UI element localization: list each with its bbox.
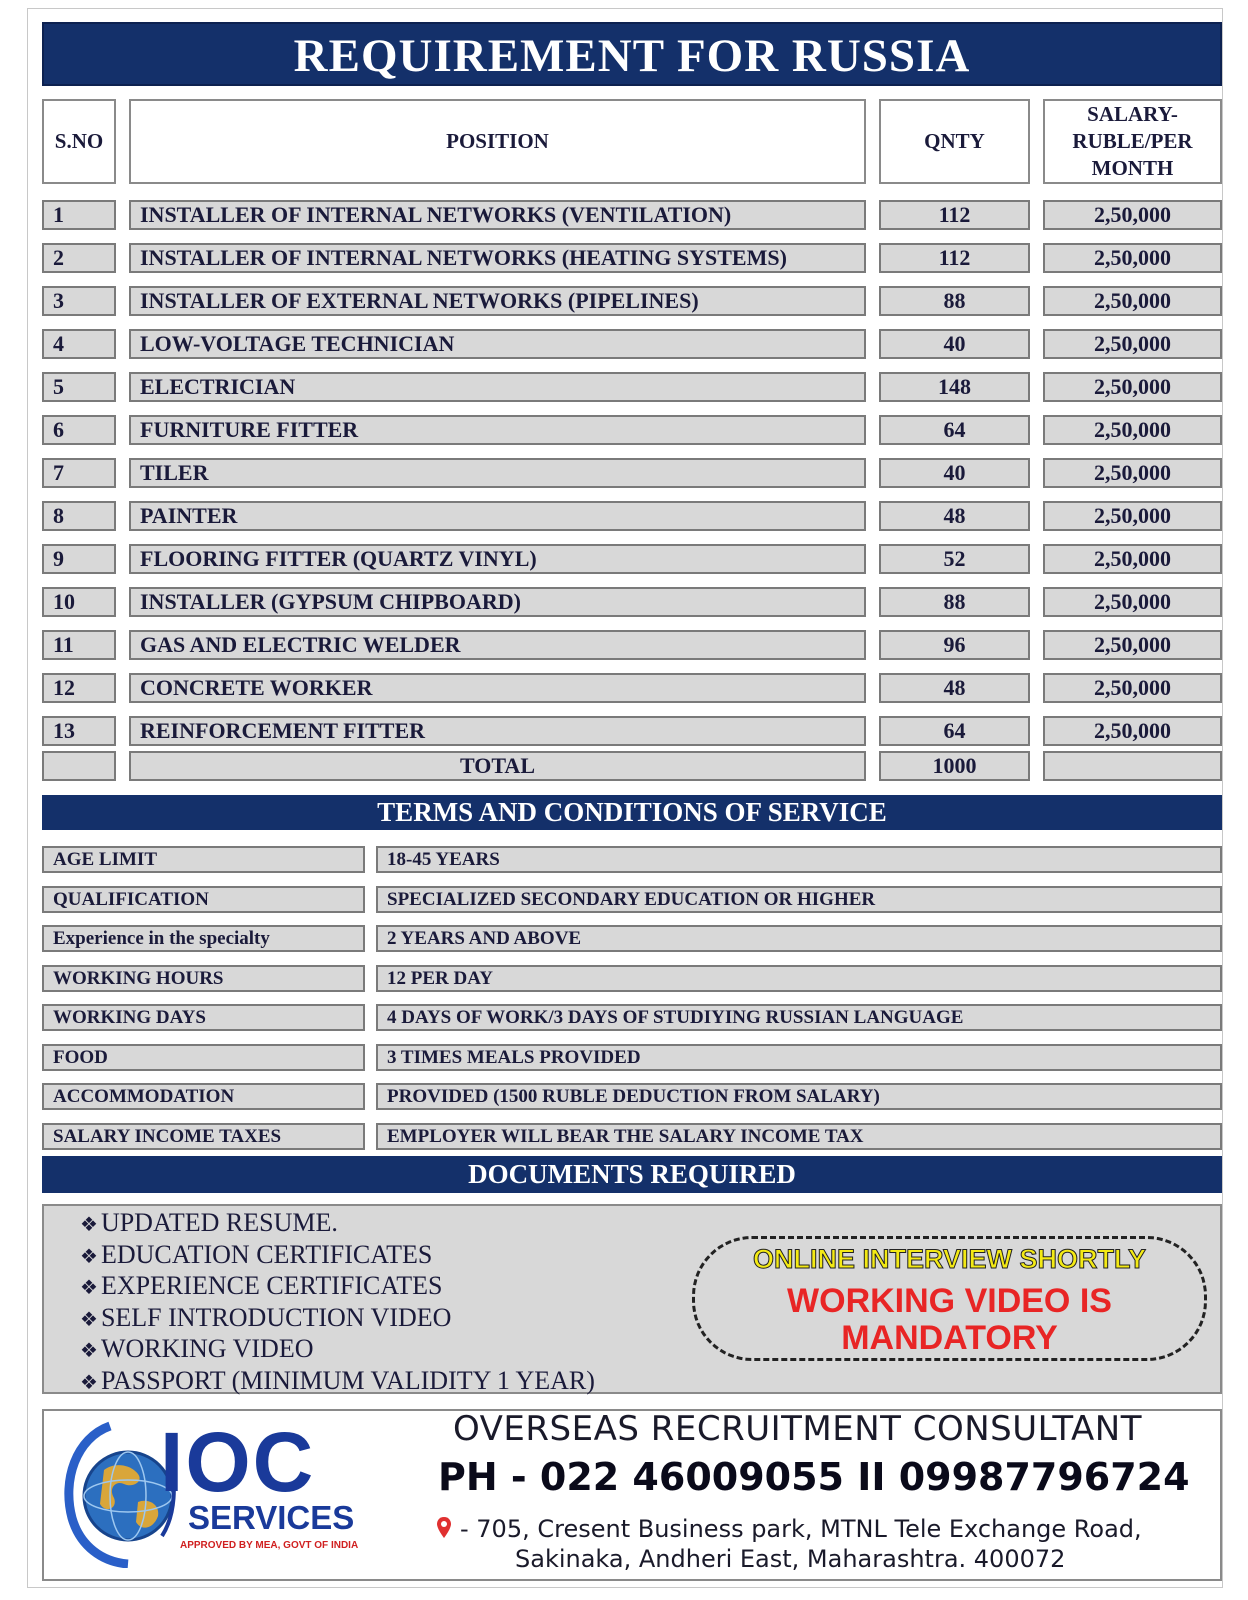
row-qnty: 88 (879, 286, 1030, 316)
footer-phone: PH - 022 46009055 II 09987796724 (438, 1455, 1190, 1499)
row-position: LOW-VOLTAGE TECHNICIAN (129, 329, 866, 359)
row-salary: 2,50,000 (1043, 415, 1222, 445)
row-qnty: 96 (879, 630, 1030, 660)
row-position: INSTALLER OF EXTERNAL NETWORKS (PIPELINES) (129, 286, 866, 316)
page-title: REQUIREMENT FOR RUSSIA (42, 22, 1222, 86)
document-item-label: EXPERIENCE CERTIFICATES (100, 1271, 443, 1300)
bullet-icon: ❖ (80, 1307, 98, 1331)
term-label: WORKING HOURS (42, 965, 365, 992)
footer-address-line2: Sakinaka, Andheri East, Maharashtra. 400072 (515, 1545, 1066, 1573)
row-salary: 2,50,000 (1043, 329, 1222, 359)
term-label: FOOD (42, 1044, 365, 1071)
document-item-label: PASSPORT (MINIMUM VALIDITY 1 YEAR) (100, 1366, 595, 1395)
header-qnty: QNTY (879, 99, 1030, 184)
row-position: CONCRETE WORKER (129, 673, 866, 703)
document-item-label: EDUCATION CERTIFICATES (100, 1240, 433, 1269)
location-pin-icon (436, 1516, 452, 1540)
row-salary: 2,50,000 (1043, 587, 1222, 617)
total-salary-empty (1043, 751, 1222, 781)
bullet-icon: ❖ (80, 1212, 98, 1236)
row-salary: 2,50,000 (1043, 630, 1222, 660)
row-sno: 7 (42, 458, 116, 488)
row-position: REINFORCEMENT FITTER (129, 716, 866, 746)
document-item (80, 1208, 338, 1238)
row-qnty: 64 (879, 415, 1030, 445)
term-value: SPECIALIZED SECONDARY EDUCATION OR HIGHER (376, 886, 1222, 913)
term-value: EMPLOYER WILL BEAR THE SALARY INCOME TAX (376, 1123, 1222, 1150)
term-label: AGE LIMIT (42, 846, 365, 873)
document-item-label: WORKING VIDEO (100, 1334, 314, 1363)
row-sno: 4 (42, 329, 116, 359)
notice-line-2: MANDATORY (841, 1319, 1058, 1357)
term-value: 18-45 YEARS (376, 846, 1222, 873)
row-qnty: 88 (879, 587, 1030, 617)
row-sno: 11 (42, 630, 116, 660)
logo-services: SERVICES (188, 1499, 355, 1536)
term-value: 3 TIMES MEALS PROVIDED (376, 1044, 1222, 1071)
term-value: 12 PER DAY (376, 965, 1222, 992)
row-qnty: 48 (879, 501, 1030, 531)
row-position: INSTALLER OF INTERNAL NETWORKS (VENTILATION) (129, 200, 866, 230)
terms-heading: TERMS AND CONDITIONS OF SERVICE (42, 795, 1222, 830)
row-qnty: 148 (879, 372, 1030, 402)
row-qnty: 52 (879, 544, 1030, 574)
term-label: WORKING DAYS (42, 1004, 365, 1031)
total-qnty: 1000 (879, 751, 1030, 781)
footer-tagline: OVERSEAS RECRUITMENT CONSULTANT (453, 1409, 1142, 1449)
row-position: PAINTER (129, 501, 866, 531)
row-qnty: 112 (879, 243, 1030, 273)
row-position: ELECTRICIAN (129, 372, 866, 402)
term-label: Experience in the specialty (42, 925, 365, 952)
document-item (80, 1303, 451, 1333)
total-sno-empty (42, 751, 116, 781)
notice-working-video (695, 1283, 1204, 1357)
notice-line-1: WORKING VIDEO IS (787, 1282, 1112, 1320)
row-salary: 2,50,000 (1043, 544, 1222, 574)
term-value: 4 DAYS OF WORK/3 DAYS OF STUDIYING RUSSIAN LANGUAGE (376, 1004, 1222, 1031)
document-item (80, 1334, 313, 1364)
row-sno: 1 (42, 200, 116, 230)
header-sno: S.NO (42, 99, 116, 184)
document-item (80, 1240, 432, 1270)
row-salary: 2,50,000 (1043, 243, 1222, 273)
row-sno: 5 (42, 372, 116, 402)
notice-online-interview: ONLINE INTERVIEW SHORTLY (752, 1244, 1147, 1274)
row-salary: 2,50,000 (1043, 716, 1222, 746)
bullet-icon: ❖ (80, 1244, 98, 1268)
term-value: PROVIDED (1500 RUBLE DEDUCTION FROM SALARY) (376, 1083, 1222, 1110)
row-sno: 2 (42, 243, 116, 273)
row-qnty: 112 (879, 200, 1030, 230)
row-position: INSTALLER (GYPSUM CHIPBOARD) (129, 587, 866, 617)
row-salary: 2,50,000 (1043, 458, 1222, 488)
row-qnty: 64 (879, 716, 1030, 746)
footer-address-line1: - 705, Cresent Business park, MTNL Tele Exchange Road, (460, 1515, 1142, 1543)
row-sno: 3 (42, 286, 116, 316)
row-sno: 13 (42, 716, 116, 746)
term-label: ACCOMMODATION (42, 1083, 365, 1110)
interview-notice (692, 1236, 1207, 1361)
documents-heading: DOCUMENTS REQUIRED (42, 1156, 1222, 1193)
row-qnty: 40 (879, 329, 1030, 359)
row-sno: 6 (42, 415, 116, 445)
row-position: FURNITURE FITTER (129, 415, 866, 445)
document-item-label: SELF INTRODUCTION VIDEO (100, 1303, 452, 1332)
header-position: POSITION (129, 99, 866, 184)
term-label: QUALIFICATION (42, 886, 365, 913)
row-sno: 12 (42, 673, 116, 703)
document-item (80, 1366, 595, 1396)
bullet-icon: ❖ (80, 1338, 98, 1362)
total-label: TOTAL (129, 751, 866, 781)
row-salary: 2,50,000 (1043, 372, 1222, 402)
row-salary: 2,50,000 (1043, 673, 1222, 703)
logo-approved-text: APPROVED BY MEA, GOVT OF INDIA (180, 1540, 359, 1551)
document-item-label: UPDATED RESUME. (100, 1208, 338, 1237)
row-sno: 10 (42, 587, 116, 617)
row-salary: 2,50,000 (1043, 501, 1222, 531)
row-salary: 2,50,000 (1043, 286, 1222, 316)
row-position: TILER (129, 458, 866, 488)
row-qnty: 40 (879, 458, 1030, 488)
row-position: GAS AND ELECTRIC WELDER (129, 630, 866, 660)
header-salary: SALARY-RUBLE/PER MONTH (1043, 99, 1222, 184)
row-position: INSTALLER OF INTERNAL NETWORKS (HEATING SYSTEMS) (129, 243, 866, 273)
bullet-icon: ❖ (80, 1275, 98, 1299)
term-value: 2 YEARS AND ABOVE (376, 925, 1222, 952)
row-qnty: 48 (879, 673, 1030, 703)
document-item (80, 1271, 442, 1301)
row-salary: 2,50,000 (1043, 200, 1222, 230)
term-label: SALARY INCOME TAXES (42, 1123, 365, 1150)
row-sno: 9 (42, 544, 116, 574)
row-sno: 8 (42, 501, 116, 531)
logo-ioc: IOC (160, 1415, 316, 1509)
bullet-icon: ❖ (80, 1370, 98, 1394)
row-position: FLOORING FITTER (QUARTZ VINYL) (129, 544, 866, 574)
